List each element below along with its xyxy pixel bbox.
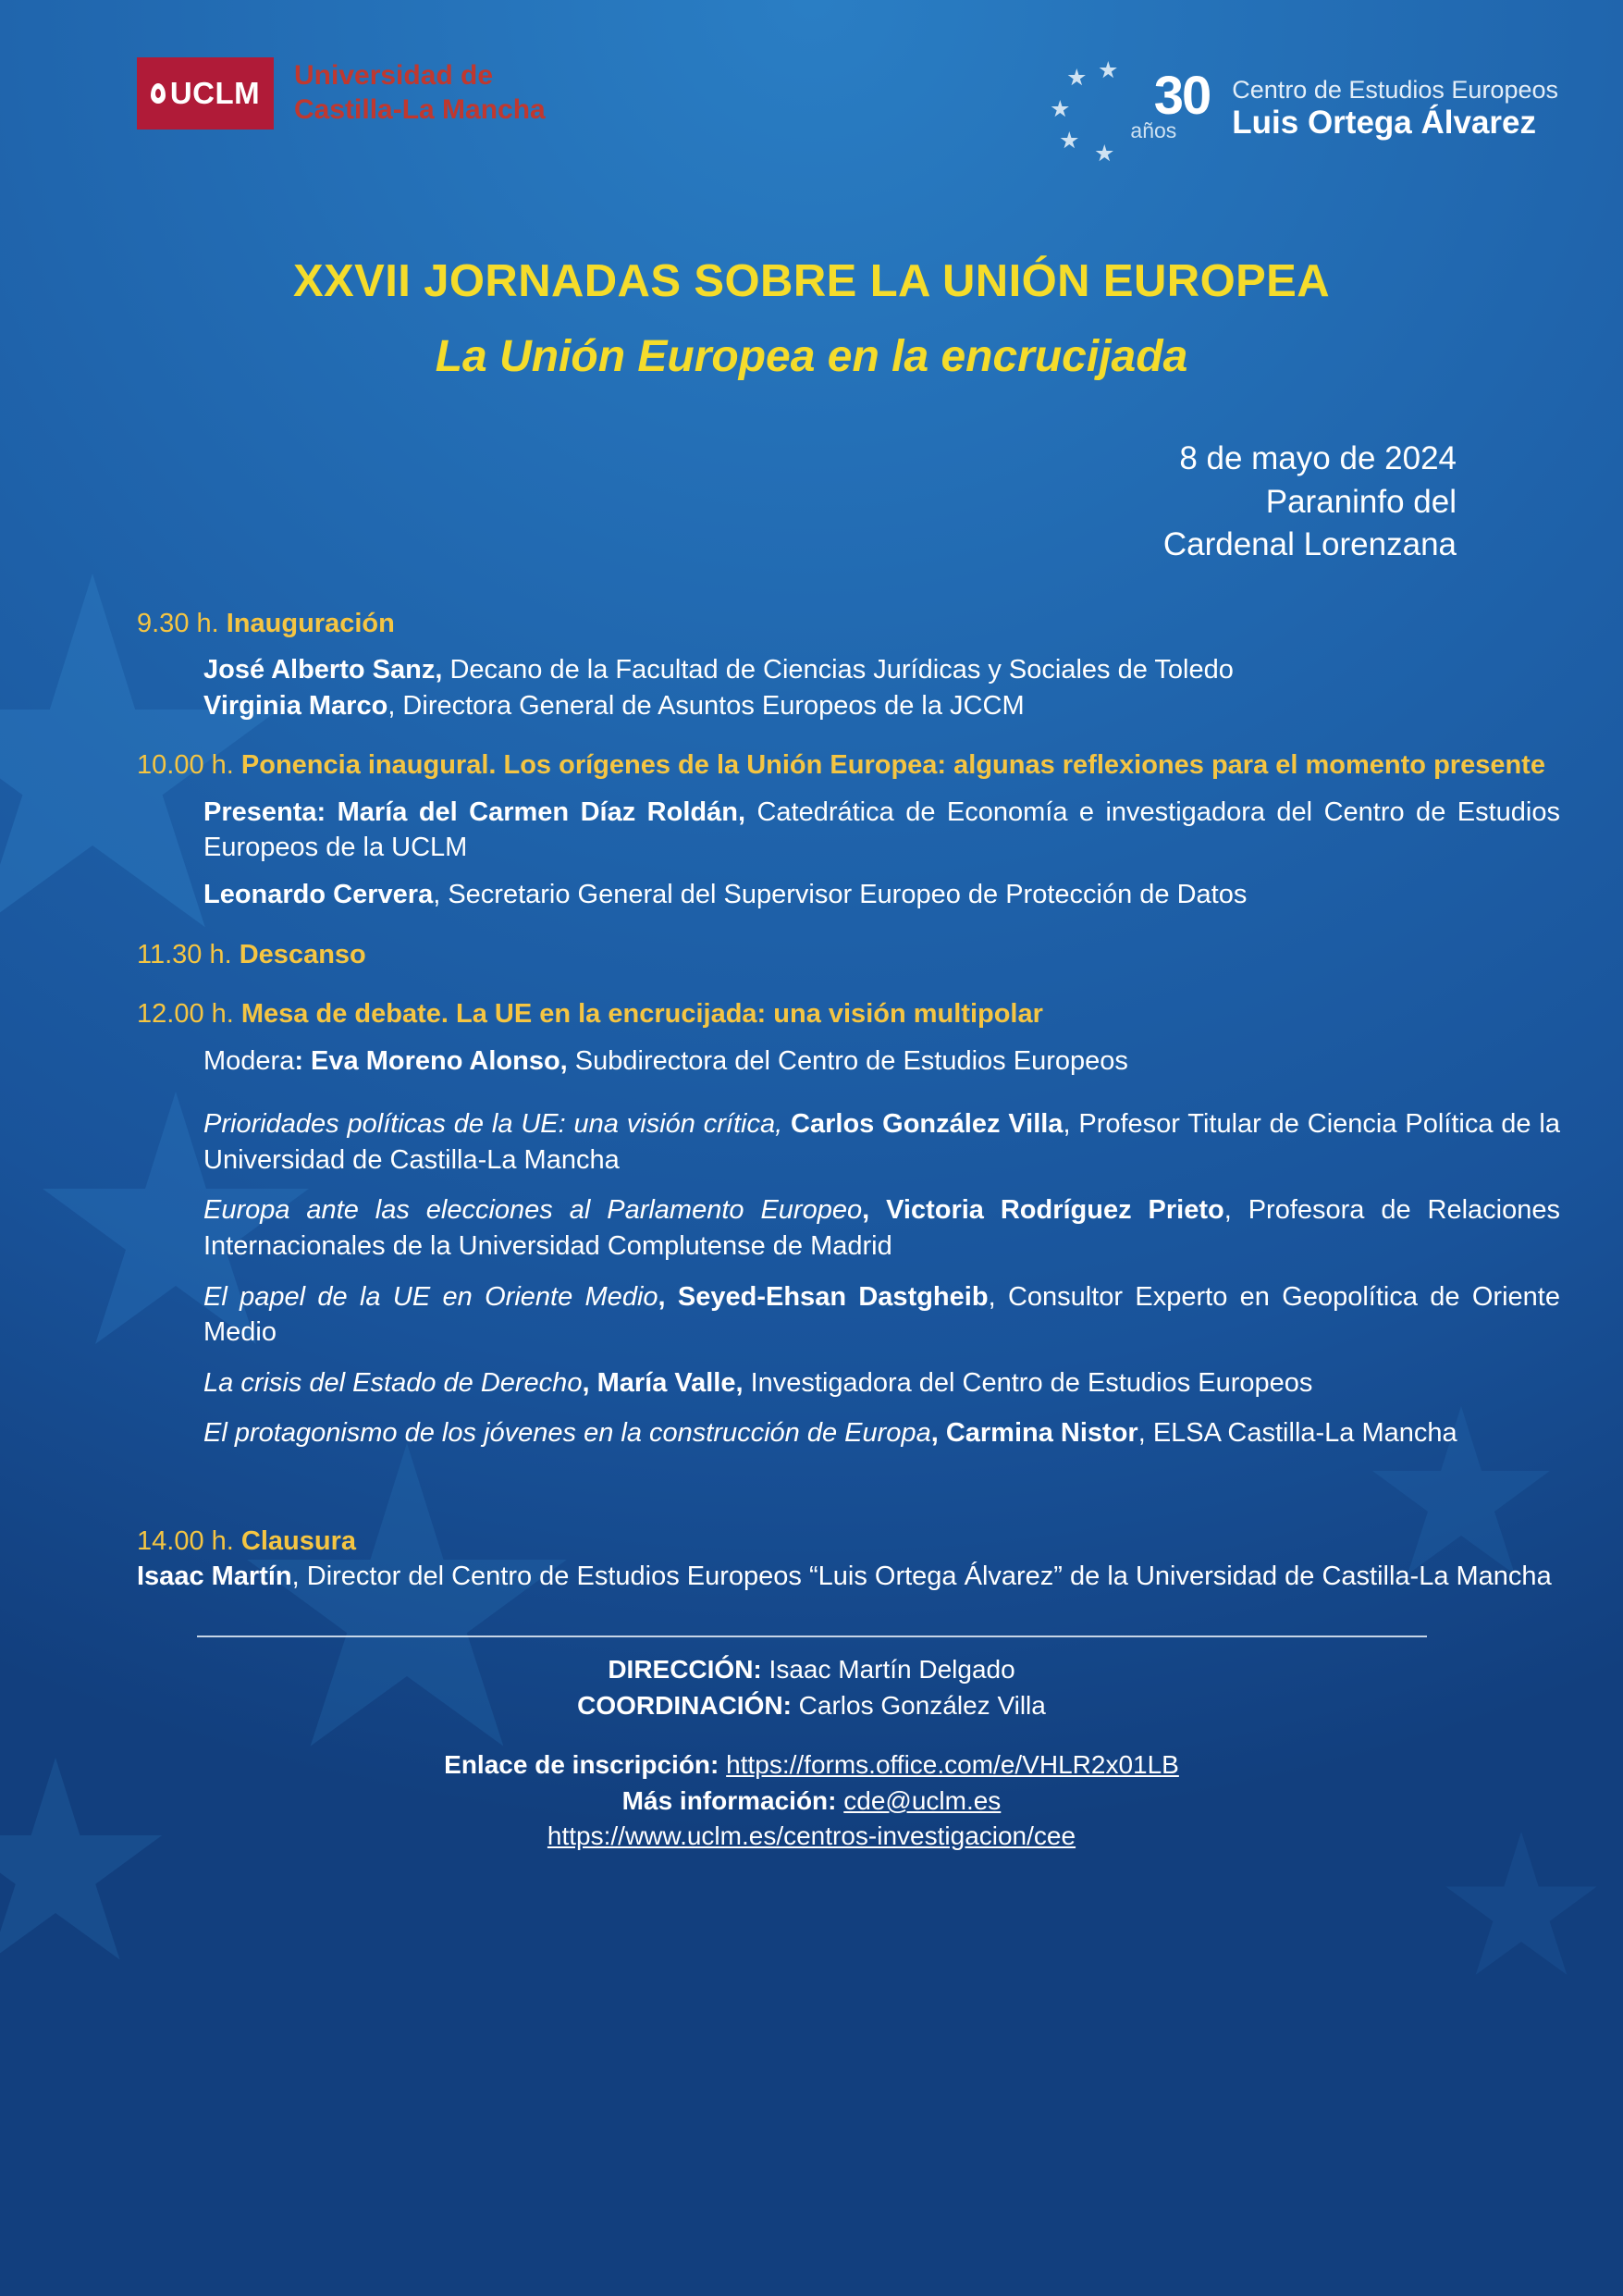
list-item bbox=[203, 652, 1560, 688]
slot-time: 10.00 h. bbox=[137, 750, 234, 781]
programme-slot-opening bbox=[137, 606, 1560, 642]
poster-footer bbox=[0, 1652, 1623, 1855]
cee-name-line1: Centro de Estudios Europeos bbox=[1232, 76, 1558, 105]
footer-links bbox=[0, 1747, 1623, 1855]
uclm-logo-text: UCLM bbox=[169, 76, 261, 110]
talk-title: Prioridades políticas de la UE: una visión crítica, bbox=[203, 1109, 783, 1140]
opening-people bbox=[203, 652, 1560, 723]
uclm-name-line2: Castilla-La Mancha bbox=[294, 94, 546, 125]
talk-affiliation: Investigadora del Centro de Estudios Europeos bbox=[743, 1367, 1313, 1398]
coordination-label: COORDINACIÓN: bbox=[577, 1690, 792, 1720]
person-name: Virginia Marco bbox=[203, 690, 388, 721]
uclm-logo bbox=[137, 57, 546, 130]
programme-slot-panel bbox=[137, 996, 1560, 1032]
page-title: XXVII JORNADAS SOBRE LA UNIÓN EUROPEA bbox=[292, 256, 1331, 306]
decorative-star-icon bbox=[1443, 1832, 1600, 1989]
slot-title: Descanso bbox=[239, 939, 366, 969]
eu-star-icon bbox=[1051, 100, 1069, 118]
info-label: Más información: bbox=[621, 1785, 837, 1815]
list-item bbox=[203, 1106, 1560, 1178]
talk-title: El papel de la UE en Oriente Medio bbox=[203, 1281, 658, 1312]
uclm-name-line1: Universidad de bbox=[294, 60, 494, 92]
cee-anniversary-emblem bbox=[1051, 63, 1217, 155]
eu-star-icon bbox=[1067, 68, 1086, 87]
list-item bbox=[203, 688, 1560, 724]
programme-slot-keynote bbox=[137, 747, 1560, 784]
talk-speaker: , Carmina Nistor bbox=[930, 1418, 1138, 1449]
person-role: , Directora General de Asuntos Europeos de la JCCM bbox=[387, 690, 1025, 721]
event-meta bbox=[0, 438, 1623, 567]
slot-time: 9.30 h. bbox=[137, 608, 219, 638]
direction-label: DIRECCIÓN: bbox=[608, 1654, 762, 1684]
talk-affiliation: , Consultor Experto en Geopolítica de Oriente Medio bbox=[203, 1281, 1560, 1348]
cee-logo bbox=[1051, 57, 1558, 155]
moderator-label: Modera bbox=[203, 1045, 295, 1076]
slot-title: Clausura bbox=[240, 1525, 356, 1556]
website-link[interactable]: https://www.uclm.es/centros-investigacion/cee bbox=[547, 1821, 1076, 1851]
slot-title: Mesa de debate. La UE en la encrucijada: una visión multipolar bbox=[240, 999, 1043, 1030]
panel-moderator bbox=[203, 1043, 1560, 1080]
keynote-speaker bbox=[203, 877, 1560, 913]
slot-title: Ponencia inaugural. Los orígenes de la Unión Europea: algunas reflexiones para el momento presente bbox=[240, 750, 1545, 781]
direction-line bbox=[0, 1652, 1623, 1688]
direction-value: Isaac Martín Delgado bbox=[761, 1654, 1015, 1684]
event-date: 8 de mayo de 2024 bbox=[1179, 440, 1457, 476]
cee-name bbox=[1232, 76, 1558, 142]
registration-label: Enlace de inscripción: bbox=[444, 1750, 719, 1780]
eu-star-icon bbox=[1060, 131, 1078, 150]
person-name: Isaac Martín bbox=[137, 1562, 292, 1592]
list-item bbox=[203, 1365, 1560, 1401]
uclm-emblem-icon bbox=[151, 83, 166, 104]
uclm-university-name bbox=[294, 59, 546, 127]
keynote-presenter bbox=[203, 795, 1560, 866]
programme-slot-break bbox=[137, 937, 1560, 973]
panel-talks bbox=[203, 1106, 1560, 1451]
closing-person bbox=[137, 1559, 1560, 1595]
event-venue-line2: Cardenal Lorenzana bbox=[1162, 526, 1457, 563]
talk-affiliation: , Profesor Titular de Ciencia Política de la Universidad de Castilla-La Mancha bbox=[203, 1109, 1560, 1175]
list-item bbox=[203, 1415, 1560, 1451]
cee-name-line2: Luis Ortega Álvarez bbox=[1232, 105, 1537, 142]
talk-affiliation: , ELSA Castilla-La Mancha bbox=[1137, 1418, 1457, 1449]
info-email-link[interactable]: cde@uclm.es bbox=[843, 1785, 1002, 1815]
talk-speaker: , Victoria Rodríguez Prieto bbox=[862, 1195, 1224, 1226]
talk-affiliation: , Profesora de Relaciones Internacionales de la Universidad Complutense de Madrid bbox=[203, 1195, 1560, 1261]
poster-header bbox=[0, 0, 1623, 155]
coordination-line bbox=[0, 1688, 1623, 1724]
uclm-logo-mark bbox=[137, 57, 274, 130]
talk-speaker: Carlos González Villa bbox=[782, 1109, 1064, 1140]
presenter-name: Presenta: María del Carmen Díaz Roldán, bbox=[203, 796, 745, 827]
page-subtitle: La Unión Europea en la encrucijada bbox=[435, 332, 1188, 381]
eu-star-icon bbox=[1095, 144, 1113, 163]
moderator-name: : Eva Moreno Alonso, bbox=[294, 1045, 568, 1076]
cee-anniversary-number: 30 bbox=[1153, 66, 1211, 126]
coordination-value: Carlos González Villa bbox=[791, 1690, 1046, 1720]
presenter-role: Catedrática de Economía e investigadora del Centro de Estudios Europeos de la UCLM bbox=[203, 796, 1560, 863]
slot-title: Inauguración bbox=[226, 608, 395, 638]
info-line bbox=[0, 1784, 1623, 1820]
programme-slot-closing bbox=[137, 1524, 1560, 1560]
registration-link[interactable]: https://forms.office.com/e/VHLR2x01LB bbox=[726, 1750, 1179, 1780]
website-line bbox=[0, 1819, 1623, 1855]
event-venue-line1: Paraninfo del bbox=[1265, 483, 1457, 520]
registration-line bbox=[0, 1747, 1623, 1784]
talk-speaker: , María Valle, bbox=[582, 1367, 744, 1398]
cee-anniversary-word: años bbox=[1130, 118, 1177, 142]
talk-title: Europa ante las elecciones al Parlamento Europeo bbox=[203, 1195, 863, 1226]
person-role: , Director del Centro de Estudios Europeos “Luis Ortega Álvarez” de la Universidad de Castilla-La Mancha bbox=[291, 1562, 1552, 1592]
list-item bbox=[203, 1279, 1560, 1351]
list-item bbox=[203, 1192, 1560, 1264]
moderator-role: Subdirectora del Centro de Estudios Europeos bbox=[567, 1045, 1128, 1076]
speaker-name: Leonardo Cervera bbox=[203, 880, 434, 910]
talk-title: El protagonismo de los jóvenes en la construcción de Europa bbox=[203, 1418, 931, 1449]
programme bbox=[0, 606, 1623, 1595]
slot-time: 12.00 h. bbox=[137, 999, 234, 1030]
talk-speaker: , Seyed-Ehsan Dastgheib bbox=[658, 1281, 989, 1312]
title-block bbox=[0, 255, 1623, 382]
slot-time: 11.30 h. bbox=[137, 939, 232, 969]
talk-title: La crisis del Estado de Derecho bbox=[203, 1367, 583, 1398]
divider bbox=[197, 1636, 1427, 1637]
person-role: Decano de la Facultad de Ciencias Jurídicas y Sociales de Toledo bbox=[442, 655, 1234, 685]
slot-time: 14.00 h. bbox=[137, 1525, 234, 1556]
speaker-role: , Secretario General del Supervisor Europeo de Protección de Datos bbox=[433, 880, 1248, 910]
eu-star-icon bbox=[1099, 61, 1117, 80]
person-name: José Alberto Sanz, bbox=[203, 655, 443, 685]
